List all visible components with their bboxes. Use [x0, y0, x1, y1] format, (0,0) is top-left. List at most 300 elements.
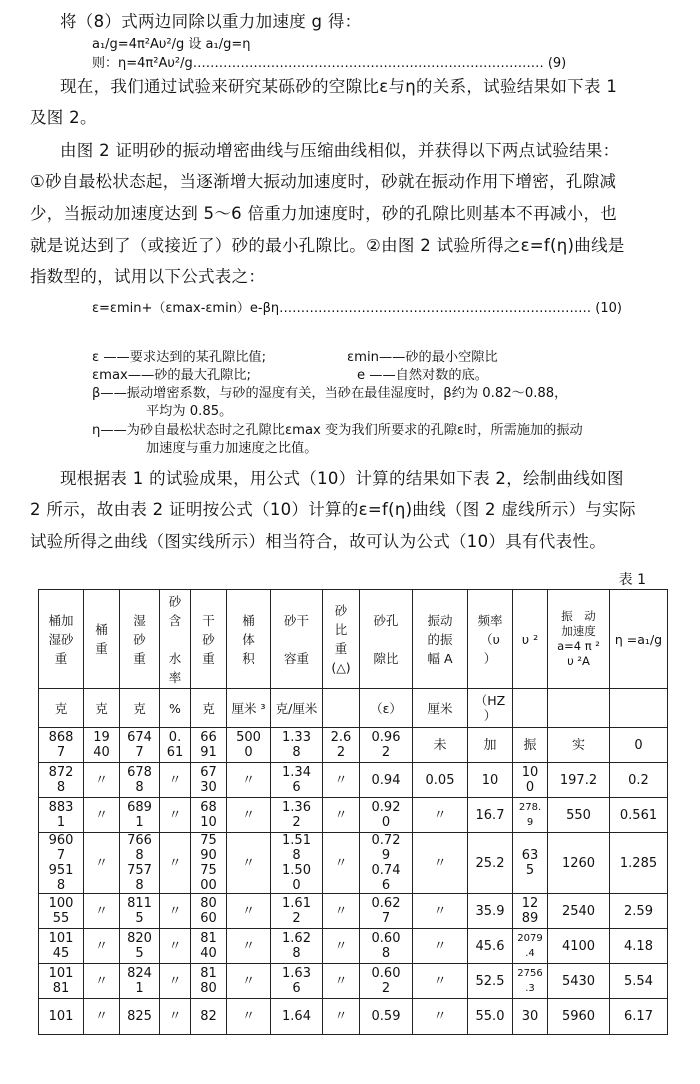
unit-cell-text: 克 [133, 700, 146, 716]
table-cell-text: 55.0 [475, 1009, 505, 1024]
header-cell [610, 590, 668, 689]
text-line-10: 指数型的，试用以下公式表之： [30, 267, 266, 286]
table-cell-text: 〃 [168, 973, 182, 989]
table-row [39, 763, 668, 798]
header-cell-text: 振动 的振 幅 A [427, 612, 453, 666]
table-cell [271, 999, 323, 1035]
table-cell-text: 〃 [241, 772, 255, 788]
text-line-1: 将（8）式两边同除以重力加速度 g 得： [60, 12, 362, 31]
table-cell [513, 833, 548, 894]
table-cell [323, 929, 360, 964]
table-cell [610, 894, 668, 929]
table-row [39, 964, 668, 999]
table-cell [227, 763, 271, 798]
unit-cell [360, 689, 413, 728]
table-cell [39, 728, 84, 763]
table-cell [191, 728, 227, 763]
table-cell-text: 689 1 [127, 800, 152, 830]
table-cell-text: 766 8 757 8 [127, 833, 152, 893]
header-cell [120, 590, 160, 689]
table-cell-text: 〃 [241, 807, 255, 823]
table-cell-text: 1.33 8 [282, 730, 311, 760]
table-cell-text: 52.5 [475, 973, 505, 989]
unit-cell-text: % [169, 700, 181, 716]
table-cell-text: 500 0 [236, 730, 261, 760]
table-cell [610, 999, 668, 1035]
unit-cell [610, 689, 668, 728]
table-cell-text: 25.2 [475, 855, 505, 871]
header-cell [271, 590, 323, 689]
table-cell [548, 763, 610, 798]
table-cell-text: 45.6 [475, 938, 505, 954]
table-cell-text: 0.62 7 [371, 896, 401, 926]
table-cell-text: 〃 [94, 807, 108, 823]
table-cell-text: 674 7 [127, 730, 152, 760]
table-cell-text: 〃 [433, 938, 447, 954]
unit-cell [413, 689, 468, 728]
table-cell [120, 763, 160, 798]
table-cell [548, 798, 610, 833]
unit-cell [227, 689, 271, 728]
unit-cell-text: 克/厘米 [275, 700, 318, 716]
table-cell [39, 798, 84, 833]
table-cell-text: 0.94 [371, 772, 401, 788]
header-cell-text: 频率 （υ ） [477, 612, 503, 666]
table-cell [160, 999, 191, 1035]
table-cell [227, 833, 271, 894]
table-cell [271, 929, 323, 964]
formula-line-a1g: a₁/g=4π²Aυ²/g 设 a₁/g=η [92, 37, 251, 52]
table-cell-text: 〃 [433, 903, 447, 919]
table-cell-text: 1.62 8 [282, 931, 311, 961]
table-cell [513, 929, 548, 964]
table-cell-text: 〃 [334, 855, 348, 871]
unit-cell [468, 689, 513, 728]
def-beta: β——振动增密系数，与砂的湿度有关，当砂在最佳湿度时，β约为 0.82～0.88， [92, 386, 568, 401]
table-cell [468, 763, 513, 798]
unit-cell-text: 克 [95, 700, 108, 716]
table-cell [271, 894, 323, 929]
table-cell-text: 81 40 [200, 931, 217, 961]
text-line-8: 少，当振动加速度达到 5～6 倍重力加速度时，砂的孔隙比则基本不再减小，也 [30, 204, 618, 223]
table-cell [120, 728, 160, 763]
table-cell [323, 763, 360, 798]
table-cell-text: 67 30 [200, 765, 217, 795]
table-cell-text: 未 [433, 737, 447, 753]
table-cell [39, 929, 84, 964]
table-cell [548, 833, 610, 894]
table-cell-text: 〃 [94, 855, 108, 871]
table-cell-text: 〃 [433, 807, 447, 823]
table-cell-text: 实 [571, 737, 585, 753]
def-eta: η——为砂自最松状态时之孔隙比εmax 变为我们所要求的孔隙ε时，所需施加的振动 [92, 423, 583, 438]
def-eta-cont: 加速度与重力加速度之比值。 [146, 441, 318, 456]
header-cell [513, 590, 548, 689]
table-cell-text: 6.17 [624, 1009, 653, 1024]
table-cell-text: 1.285 [619, 855, 658, 871]
text-line-19: 2 所示，故由表 2 证明按公式（10）计算的ε=f(η)曲线（图 2 虚线所示）与实际 [30, 500, 636, 519]
header-cell [227, 590, 271, 689]
table-cell-text: 101 81 [48, 966, 74, 996]
table-cell-text: 〃 [168, 807, 182, 823]
table-cell [191, 894, 227, 929]
table-header-row [39, 590, 668, 689]
table-cell-text: 1.63 6 [282, 966, 311, 996]
text-line-4: 现在，我们通过试验来研究某砾砂的空隙比ε与η的关系，试验结果如下表 1 [60, 77, 618, 96]
unit-cell-text: 克 [54, 700, 68, 716]
table-cell-text: 0.60 8 [371, 931, 401, 961]
table-cell-text: 2.6 2 [330, 730, 352, 760]
unit-cell [271, 689, 323, 728]
header-cell-text: 砂 含 水 率 [168, 593, 182, 685]
table-cell-text: 19 40 [93, 730, 110, 760]
table-cell-text: 〃 [334, 938, 348, 954]
table-cell [84, 728, 120, 763]
header-cell-text: 干 砂 重 [202, 612, 215, 666]
table-cell-text: 5960 [561, 1009, 596, 1024]
table-cell [468, 833, 513, 894]
table-cell [271, 833, 323, 894]
table-cell [610, 728, 668, 763]
table-cell-text: 0.561 [619, 807, 658, 823]
header-cell [323, 590, 360, 689]
table-cell-text: 4.18 [624, 938, 653, 954]
table-cell [39, 999, 84, 1035]
table-cell-text: 16.7 [475, 807, 505, 823]
table-cell-text: 825 [127, 1009, 152, 1024]
header-cell-text: 砂孔 隙比 [373, 612, 399, 666]
table-cell-text: 678 8 [127, 765, 152, 795]
header-cell-text: η =a₁/g [614, 631, 663, 647]
table-cell [191, 999, 227, 1035]
table-cell [120, 929, 160, 964]
table-cell-text: 1.61 2 [282, 896, 311, 926]
table-cell [548, 999, 610, 1035]
header-cell-text: 湿 砂 重 [133, 612, 146, 666]
table-cell [160, 833, 191, 894]
table-cell-text: 〃 [433, 1009, 447, 1024]
header-cell [413, 590, 468, 689]
text-line-20: 试验所得之曲线（图实线所示）相当符合，故可认为公式（10）具有代表性。 [30, 532, 606, 551]
table-cell [513, 964, 548, 999]
header-cell [84, 590, 120, 689]
table-cell [120, 999, 160, 1035]
table-row [39, 999, 668, 1035]
table-cell [227, 964, 271, 999]
table-cell-text: 〃 [334, 772, 348, 788]
unit-cell [120, 689, 160, 728]
table-cell [610, 763, 668, 798]
table-cell [610, 929, 668, 964]
table-cell [548, 728, 610, 763]
table-cell-text: 〃 [168, 855, 182, 871]
table-cell-text: 0.59 [371, 1009, 401, 1024]
table-cell [468, 929, 513, 964]
table-cell-text: 0 [634, 737, 643, 753]
table-cell [227, 798, 271, 833]
table-cell-text: 〃 [94, 903, 108, 919]
header-cell [360, 590, 413, 689]
table-cell-text: 10 0 [521, 765, 539, 795]
table-cell [360, 929, 413, 964]
table-cell [513, 728, 548, 763]
table-cell [413, 929, 468, 964]
table-cell [160, 763, 191, 798]
table-cell-text: 1.51 8 1.50 0 [282, 833, 311, 893]
table-cell-text: 〃 [94, 938, 108, 954]
table-cell [84, 798, 120, 833]
text-line-18: 现根据表 1 的试验成果，用公式（10）计算的结果如下表 2，绘制曲线如图 [60, 469, 624, 488]
table-cell-text: 75 90 75 00 [200, 833, 217, 893]
table-cell [513, 798, 548, 833]
table-cell [120, 894, 160, 929]
table-cell [120, 833, 160, 894]
unit-cell [548, 689, 610, 728]
table-cell [39, 763, 84, 798]
table-cell [468, 999, 513, 1035]
table-cell-text: 〃 [168, 772, 182, 788]
table-cell-text: 0.96 2 [371, 730, 401, 760]
table-row [39, 728, 668, 763]
table-cell-text: 101 45 [48, 931, 74, 961]
table-cell-text: 2079 .4 [517, 933, 543, 959]
table-cell-text: 550 [566, 807, 591, 823]
table-cell [227, 929, 271, 964]
table-cell-text: 〃 [334, 807, 348, 823]
header-cell [548, 590, 610, 689]
table-cell [84, 999, 120, 1035]
def-beta-avg: 平均为 0.85。 [146, 404, 233, 419]
table-cell-text: 30 [521, 1009, 539, 1024]
table-cell [191, 929, 227, 964]
table-cell [84, 763, 120, 798]
table-cell [513, 763, 548, 798]
table-cell [227, 728, 271, 763]
header-cell-text: 砂 比 重 (△) [331, 603, 351, 675]
table-cell-text: 0.60 2 [371, 966, 401, 996]
table-cell [84, 894, 120, 929]
table-cell-text: 〃 [241, 973, 255, 989]
def-epsilon: ε ——要求达到的某孔隙比值; [92, 350, 267, 365]
table-cell [39, 833, 84, 894]
def-epsilon-max: εmax——砂的最大孔隙比; [92, 368, 251, 383]
table-cell-text: 0.2 [628, 772, 649, 788]
table-cell [84, 833, 120, 894]
table-cell [413, 964, 468, 999]
unit-cell [39, 689, 84, 728]
header-cell-text: 桶加 湿砂 重 [48, 612, 74, 666]
table-cell-text: 2756 .3 [517, 968, 543, 994]
table-cell-text: 2540 [561, 903, 596, 919]
table-cell-text: 1.64 [282, 1009, 311, 1024]
table-cell-text: 4100 [561, 938, 596, 954]
table-cell-text: 82 [200, 1009, 217, 1024]
table-cell-text: 〃 [433, 973, 447, 989]
table-cell [84, 964, 120, 999]
header-cell-text: 桶 体 积 [242, 612, 255, 666]
table-cell-text: 35.9 [475, 903, 505, 919]
table-cell [323, 894, 360, 929]
table-cell [413, 728, 468, 763]
table-cell [191, 964, 227, 999]
table-cell-text: 〃 [241, 1009, 255, 1024]
table-cell-text: 〃 [94, 772, 108, 788]
table-cell [227, 999, 271, 1035]
formula-9: 则：η=4π²Aυ²/g……………………………………………………………………… (9) [92, 56, 567, 71]
def-epsilon-min: εmin——砂的最小空隙比 [347, 350, 498, 365]
table-row [39, 833, 668, 894]
table-cell [160, 929, 191, 964]
table-cell [548, 894, 610, 929]
table-cell [271, 763, 323, 798]
table-cell [360, 894, 413, 929]
table-cell [360, 728, 413, 763]
table-cell [468, 728, 513, 763]
table-cell [360, 833, 413, 894]
unit-cell-text: （HZ ） [474, 693, 506, 723]
table-cell-text: 〃 [94, 1009, 108, 1024]
table-cell-text: 197.2 [559, 772, 598, 788]
table-cell [610, 964, 668, 999]
table-cell [360, 798, 413, 833]
table-cell [360, 999, 413, 1035]
table-cell-text: 0.72 9 0.74 6 [371, 833, 401, 893]
header-cell [468, 590, 513, 689]
table-cell [513, 999, 548, 1035]
table-cell-text: 1.36 2 [282, 800, 311, 830]
unit-cell [191, 689, 227, 728]
table-cell [413, 894, 468, 929]
table-cell-text: 820 5 [127, 931, 152, 961]
table-cell-text: 81 80 [200, 966, 217, 996]
table-cell [227, 894, 271, 929]
header-cell-text: 振 动 加速度 a=4 π ² υ ²A [557, 609, 600, 668]
unit-cell [160, 689, 191, 728]
table-cell-text: 加 [483, 737, 497, 753]
table-cell-text: 63 5 [521, 848, 539, 878]
table-cell-text: 811 5 [127, 896, 152, 926]
table-cell [360, 964, 413, 999]
unit-cell-text: 厘米 ³ [231, 700, 266, 716]
text-line-6: 由图 2 证明砂的振动增密曲线与压缩曲线相似，并获得以下两点试验结果： [60, 141, 620, 160]
table-cell [160, 728, 191, 763]
table-cell [468, 798, 513, 833]
table-cell-text: 100 55 [48, 896, 74, 926]
table-cell-text: 80 60 [200, 896, 217, 926]
table-cell-text: 12 89 [521, 896, 539, 926]
table-cell [610, 833, 668, 894]
formula-10: ε=εmin+（εmax-εmin）e-βη……………………………………………………………… (10) [92, 301, 622, 316]
table-cell-text: 5.54 [624, 973, 653, 989]
table-row [39, 798, 668, 833]
table-cell-text: 824 1 [127, 966, 152, 996]
table-cell [39, 894, 84, 929]
unit-cell-text: （ε） [370, 700, 402, 716]
table-cell-text: 872 8 [48, 765, 74, 795]
table-cell [120, 798, 160, 833]
header-cell-text: υ ² [521, 631, 539, 647]
data-table [38, 589, 668, 1035]
table-cell-text: 振 [523, 737, 537, 753]
header-cell-text: 砂干 容重 [283, 612, 309, 666]
text-line-5: 及图 2。 [30, 108, 97, 127]
table-cell [84, 929, 120, 964]
table-unit-row [39, 689, 668, 728]
table-row [39, 894, 668, 929]
table-cell-text: 〃 [168, 903, 182, 919]
table-cell-text: 〃 [168, 938, 182, 954]
table-cell [323, 999, 360, 1035]
table-cell [413, 798, 468, 833]
table-cell [191, 833, 227, 894]
table-cell [323, 964, 360, 999]
table-cell-text: 0.92 0 [371, 800, 401, 830]
table-cell [160, 894, 191, 929]
unit-cell-text: 厘米 [427, 700, 453, 716]
table-cell-text: 883 1 [48, 800, 74, 830]
table-cell [323, 798, 360, 833]
table-cell [468, 964, 513, 999]
table-cell [513, 894, 548, 929]
table-cell [271, 798, 323, 833]
table-cell-text: 〃 [433, 855, 447, 871]
header-cell [39, 590, 84, 689]
unit-cell-text: 克 [202, 700, 215, 716]
table-cell-text: 〃 [241, 855, 255, 871]
table-cell-text: 960 7 951 8 [48, 833, 74, 893]
table-cell [271, 728, 323, 763]
table-cell-text: 10 [481, 772, 499, 788]
table-cell [610, 798, 668, 833]
header-cell-text: 桶 重 [95, 622, 108, 656]
table-cell-text: 101 [48, 1009, 74, 1024]
table-caption: 表 1 [618, 572, 646, 588]
table-cell-text: 5430 [561, 973, 596, 989]
table-cell-text: 68 10 [200, 800, 217, 830]
unit-cell [323, 689, 360, 728]
unit-cell [84, 689, 120, 728]
table-cell-text: 278. 9 [518, 802, 542, 828]
text-line-9: 就是说达到了（或接近了）砂的最小孔隙比。②由图 2 试验所得之ε=f(η)曲线是 [30, 236, 625, 255]
table-cell [468, 894, 513, 929]
def-e: e ——自然对数的底。 [357, 368, 488, 383]
header-cell [191, 590, 227, 689]
table-cell-text: 1260 [561, 855, 596, 871]
table-cell [39, 964, 84, 999]
table-cell [160, 964, 191, 999]
table-cell-text: 0.05 [425, 772, 455, 788]
table-cell-text: 66 91 [200, 730, 217, 760]
table-cell-text: 〃 [334, 903, 348, 919]
table-cell-text: 868 7 [48, 730, 74, 760]
table-cell [548, 929, 610, 964]
table-cell [191, 763, 227, 798]
header-cell [160, 590, 191, 689]
table-cell-text: 〃 [241, 903, 255, 919]
table-cell-text: 〃 [334, 1009, 348, 1024]
table-cell-text: 〃 [94, 973, 108, 989]
table-cell-text: 1.34 6 [282, 765, 311, 795]
table-cell [360, 763, 413, 798]
table-cell [160, 798, 191, 833]
table-cell [413, 833, 468, 894]
text-line-7: ①砂自最松状态起，当逐渐增大振动加速度时，砂就在振动作用下增密，孔隙减 [30, 172, 617, 191]
table-cell-text: 〃 [168, 1009, 182, 1024]
table-row [39, 929, 668, 964]
table-cell [191, 798, 227, 833]
table-cell [413, 999, 468, 1035]
table-cell [271, 964, 323, 999]
